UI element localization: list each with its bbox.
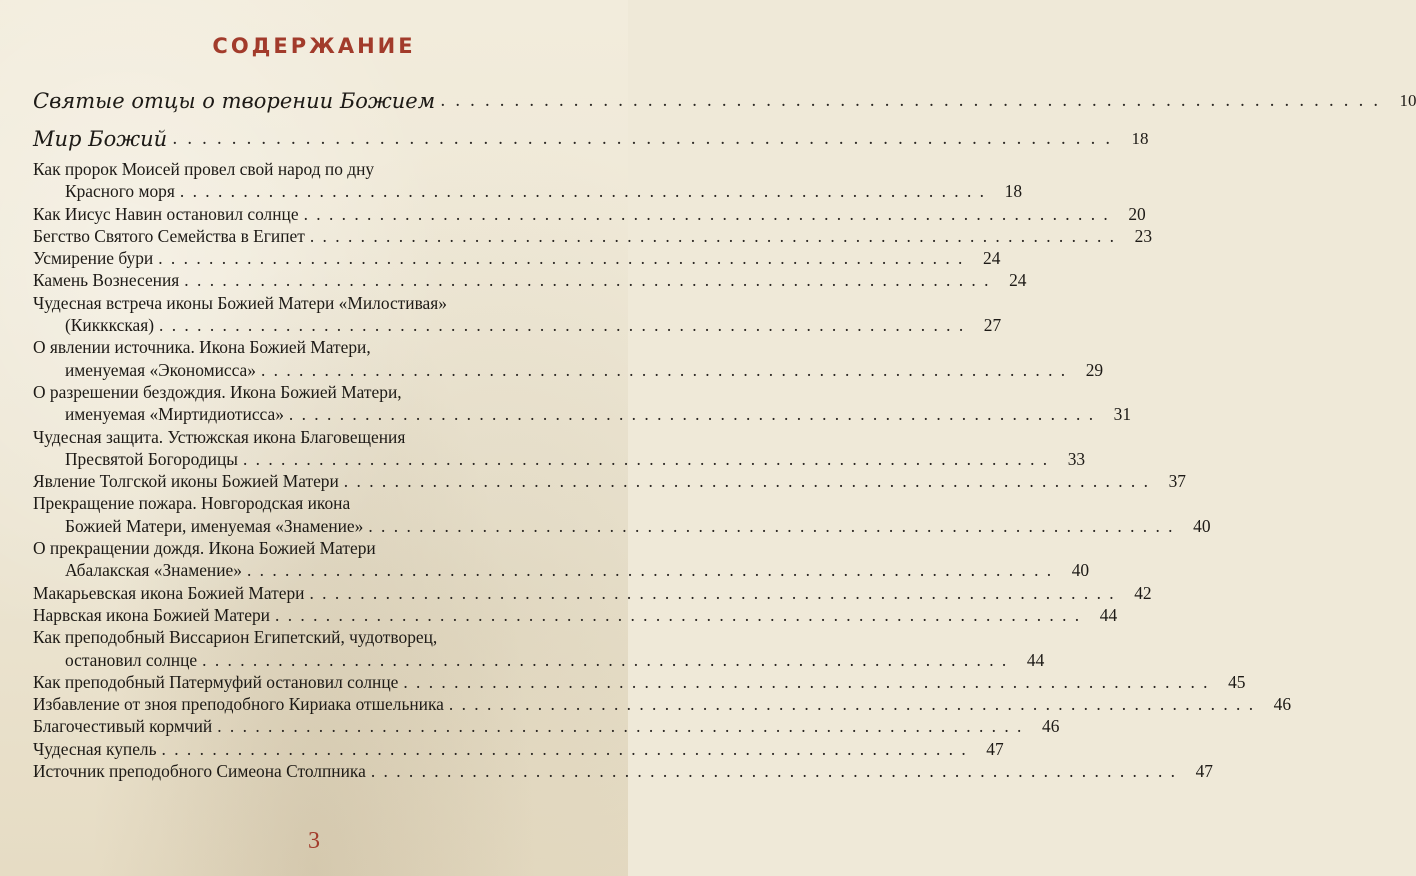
dot-leader: . . . . . . . . . . . . . . . . . . . . . . . . . . . . . . . . . . . . . . . . . . . . . . . . . . . . . . . . . . . . . . . . xyxy=(184,270,991,291)
toc-entry-page: 40 xyxy=(1193,515,1211,536)
dot-leader: . . . . . . . . . . . . . . . . . . . . . . . . . . . . . . . . . . . . . . . . . . . . . . . . . . . . . . . . . . . . . . . . xyxy=(309,582,1116,603)
toc-entry-page: 29 xyxy=(1085,359,1104,380)
toc-entry xyxy=(33,82,1416,120)
toc-entry-title: Макарьевская икона Божией Матери xyxy=(33,582,305,603)
toc-entry xyxy=(33,715,1060,737)
toc-entry-title: Явление Толгской иконы Божией Матери xyxy=(33,471,339,492)
toc-entry xyxy=(33,247,1001,269)
toc-entry-title: Красного моря xyxy=(65,181,175,202)
page-number: 3 xyxy=(308,828,320,854)
toc-entry xyxy=(33,738,1004,760)
toc-entry xyxy=(33,120,1149,158)
dot-leader: . . . . . . . . . . . . . . . . . . . . . . . . . . . . . . . . . . . . . . . . . . . . . . . . . . . . . . . . . . . . . . . . xyxy=(158,248,965,269)
toc-entry-title: Нарвская икона Божией Матери xyxy=(33,604,270,625)
toc-entry xyxy=(33,537,1090,582)
toc-entry xyxy=(33,225,1153,247)
toc-entry-page: 24 xyxy=(983,248,1001,269)
toc-entry-title: Как пророк Моисей провел свой народ по дну xyxy=(33,159,375,179)
toc-entry-page: 45 xyxy=(1228,671,1246,692)
dot-leader: . . . . . . . . . . . . . . . . . . . . . . . . . . . . . . . . . . . . . . . . . . . . . . . . . . . . . . . . . . . . . . . . xyxy=(161,738,968,759)
dot-leader: . . . . . . . . . . . . . . . . . . . . . . . . . . . . . . . . . . . . . . . . . . . . . . . . . . . . . . . . . . . . . . . . xyxy=(440,91,1381,111)
dot-leader: . . . . . . . . . . . . . . . . . . . . . . . . . . . . . . . . . . . . . . . . . . . . . . . . . . . . . . . . . . . . . . . . xyxy=(242,448,1050,469)
dot-leader: . . . . . . . . . . . . . . . . . . . . . . . . . . . . . . . . . . . . . . . . . . . . . . . . . . . . . . . . . . . . . . . . xyxy=(159,315,966,336)
toc-entry-title: Избавление от зноя преподобного Кириака отшельника xyxy=(33,694,444,715)
toc-entry-title: именуемая «Миртидиотисса» xyxy=(65,404,284,425)
toc-entry-line xyxy=(33,292,593,314)
toc-entry xyxy=(33,336,1104,381)
toc-entry-line xyxy=(33,738,1004,760)
toc-entry-line xyxy=(33,604,1118,626)
toc-entry-line xyxy=(33,426,593,448)
toc-entry xyxy=(33,492,1211,537)
toc-entry-line xyxy=(33,82,1416,120)
toc-entry-page: 10 xyxy=(1399,91,1416,110)
toc-entry-line xyxy=(33,582,1152,604)
toc-entry-title: О разрешении бездождия. Икона Божией Матери, xyxy=(33,381,402,402)
toc-entry-line xyxy=(33,225,1153,247)
toc-entry-title: Чудесная защита. Устюжская икона Благовещения xyxy=(33,426,406,447)
dot-leader: . . . . . . . . . . . . . . . . . . . . . . . . . . . . . . . . . . . . . . . . . . . . . . . . . . . . . . . . . . . . . . . . xyxy=(179,181,987,202)
toc-entry-page: 46 xyxy=(1042,716,1060,737)
toc-entry-title: О явлении источника. Икона Божией Матери, xyxy=(33,337,371,358)
toc-entry xyxy=(33,203,1146,225)
toc-entry-page: 44 xyxy=(1026,649,1045,670)
dot-leader: . . . . . . . . . . . . . . . . . . . . . . . . . . . . . . . . . . . . . . . . . . . . . . . . . . . . . . . . . . . . . . . . xyxy=(448,694,1256,715)
toc-entry-title: Чудесная купель xyxy=(33,738,157,759)
toc-entry-line xyxy=(33,626,593,648)
toc-entry-page: 23 xyxy=(1134,225,1153,246)
toc-entry-page: 18 xyxy=(1004,181,1023,202)
toc-entry-title: О прекращении дождя. Икона Божией Матери xyxy=(33,538,376,559)
toc-entry xyxy=(33,426,1086,471)
toc-entry-line xyxy=(33,715,1060,737)
toc-entry-title: Чудесная встреча иконы Божией Матери «Милостивая» xyxy=(33,292,447,313)
toc-entry-page: 42 xyxy=(1134,582,1152,603)
toc-entry xyxy=(33,292,1002,337)
dot-leader: . . . . . . . . . . . . . . . . . . . . . . . . . . . . . . . . . . . . . . . . . . . . . . . . . . . . . . . . . . . . . . . . xyxy=(309,225,1117,246)
toc-entry xyxy=(33,671,1246,693)
toc-entry-page: 37 xyxy=(1168,471,1186,492)
toc-entry xyxy=(33,626,1045,671)
toc-entry-title: Бегство Святого Семейства в Египет xyxy=(33,225,305,246)
toc-entry-line xyxy=(33,336,593,358)
toc-entry-line xyxy=(33,448,1086,470)
toc-entry-title: Как Иисус Навин остановил солнце xyxy=(33,203,299,224)
toc-entry-line xyxy=(33,403,1132,425)
toc-entry-page: 20 xyxy=(1128,203,1146,224)
toc-entry-title: Благочестивый кормчий xyxy=(33,716,213,737)
toc-entry xyxy=(33,269,1027,291)
toc-entry-page: 18 xyxy=(1131,129,1149,148)
toc-entry xyxy=(33,693,1292,715)
toc-entry-title: Святые отцы о творении Божием xyxy=(33,89,436,113)
toc-entry-page: 40 xyxy=(1071,560,1090,581)
toc-entry-title: Усмирение бури xyxy=(33,248,154,269)
toc-entry xyxy=(33,381,1132,426)
toc-entry-title: именуемая «Экономисса» xyxy=(65,359,256,380)
toc-entry-title: Прекращение пожара. Новгородская икона xyxy=(33,493,351,514)
toc-entry-line xyxy=(33,180,1023,202)
toc-entry-line xyxy=(33,671,1246,693)
table-of-contents xyxy=(33,82,1416,782)
toc-entry-page: 47 xyxy=(1195,761,1213,782)
toc-entry-title: Божией Матери, именуемая «Знамение» xyxy=(65,515,364,536)
toc-entry-page: 24 xyxy=(1009,270,1027,291)
toc-entry-line xyxy=(33,693,1292,715)
dot-leader: . . . . . . . . . . . . . . . . . . . . . . . . . . . . . . . . . . . . . . . . . . . . . . . . . . . . . . . . . . . . . . . . xyxy=(303,203,1110,224)
toc-entry-line xyxy=(33,247,1001,269)
dot-leader: . . . . . . . . . . . . . . . . . . . . . . . . . . . . . . . . . . . . . . . . . . . . . . . . . . . . . . . . . . . . . . . . xyxy=(260,359,1068,380)
toc-entry-title: Источник преподобного Симеона Столпника xyxy=(33,761,366,782)
dot-leader: . . . . . . . . . . . . . . . . . . . . . . . . . . . . . . . . . . . . . . . . . . . . . . . . . . . . . . . . . . . . . . . . xyxy=(288,404,1096,425)
toc-entry-line xyxy=(33,120,1149,158)
toc-entry-line xyxy=(33,760,1213,782)
toc-entry-line xyxy=(33,649,1045,671)
toc-entry xyxy=(33,470,1186,492)
contents-title: СОДЕРЖАНИЕ xyxy=(212,34,416,58)
toc-entry-line xyxy=(33,492,593,514)
toc-entry-page: 33 xyxy=(1067,448,1086,469)
toc-entry-line xyxy=(33,203,1146,225)
toc-entry-line xyxy=(33,381,593,403)
dot-leader: . . . . . . . . . . . . . . . . . . . . . . . . . . . . . . . . . . . . . . . . . . . . . . . . . . . . . . . . . . . . . . . . xyxy=(172,129,1113,149)
toc-entry-title: Абалакская «Знамение» xyxy=(65,560,242,581)
toc-entry-title: Мир Божий xyxy=(33,127,168,151)
toc-entry xyxy=(33,760,1213,782)
toc-entry-line xyxy=(33,269,1027,291)
toc-entry-title: Как преподобный Виссарион Египетский, чудотворец, xyxy=(33,627,438,648)
toc-entry-line xyxy=(33,314,1002,336)
toc-entry-page: 44 xyxy=(1099,604,1118,625)
toc-entry-title: Пресвятой Богородицы xyxy=(65,448,238,469)
toc-entry-line xyxy=(33,470,1186,492)
dot-leader: . . . . . . . . . . . . . . . . . . . . . . . . . . . . . . . . . . . . . . . . . . . . . . . . . . . . . . . . . . . . . . . . xyxy=(246,560,1054,581)
toc-entry-line xyxy=(33,515,1211,537)
toc-entry-page: 46 xyxy=(1273,694,1292,715)
toc-entry-line xyxy=(33,537,593,559)
toc-entry-title: Камень Вознесения xyxy=(33,270,180,291)
toc-entry-page: 27 xyxy=(983,315,1002,336)
dot-leader: . . . . . . . . . . . . . . . . . . . . . . . . . . . . . . . . . . . . . . . . . . . . . . . . . . . . . . . . . . . . . . . . xyxy=(343,471,1150,492)
toc-entry-page: 31 xyxy=(1113,404,1132,425)
dot-leader: . . . . . . . . . . . . . . . . . . . . . . . . . . . . . . . . . . . . . . . . . . . . . . . . . . . . . . . . . . . . . . . . xyxy=(370,761,1177,782)
dot-leader: . . . . . . . . . . . . . . . . . . . . . . . . . . . . . . . . . . . . . . . . . . . . . . . . . . . . . . . . . . . . . . . . xyxy=(217,716,1024,737)
dot-leader: . . . . . . . . . . . . . . . . . . . . . . . . . . . . . . . . . . . . . . . . . . . . . . . . . . . . . . . . . . . . . . . . xyxy=(368,515,1175,536)
toc-entry xyxy=(33,604,1118,626)
toc-entry xyxy=(33,158,1023,203)
dot-leader: . . . . . . . . . . . . . . . . . . . . . . . . . . . . . . . . . . . . . . . . . . . . . . . . . . . . . . . . . . . . . . . . xyxy=(403,671,1210,692)
toc-entry-page: 47 xyxy=(986,738,1004,759)
dot-leader: . . . . . . . . . . . . . . . . . . . . . . . . . . . . . . . . . . . . . . . . . . . . . . . . . . . . . . . . . . . . . . . . xyxy=(202,649,1009,670)
toc-entry-title: Как преподобный Патермуфий остановил солнце xyxy=(33,671,399,692)
toc-entry-title: (Кикккская) xyxy=(65,315,155,336)
toc-entry-line xyxy=(33,158,593,180)
toc-entry-title: остановил солнце xyxy=(65,649,198,670)
toc-entry xyxy=(33,582,1152,604)
dot-leader: . . . . . . . . . . . . . . . . . . . . . . . . . . . . . . . . . . . . . . . . . . . . . . . . . . . . . . . . . . . . . . . . xyxy=(275,604,1082,625)
toc-entry-line xyxy=(33,359,1104,381)
toc-entry-line xyxy=(33,559,1090,581)
